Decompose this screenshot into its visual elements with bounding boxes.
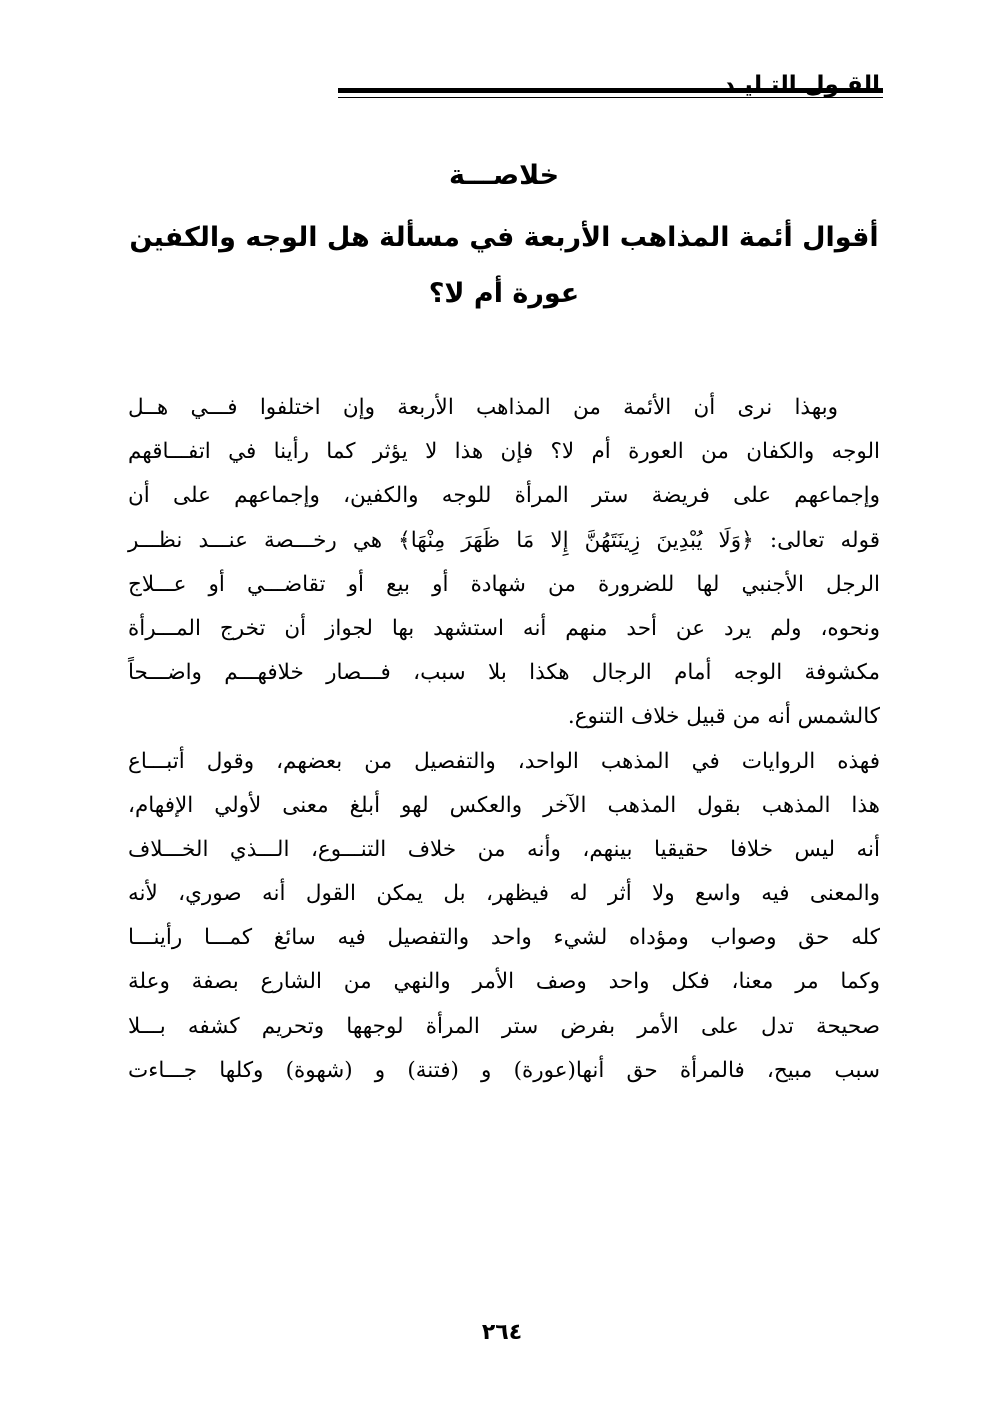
- text-line: والمعنى فيه واسع ولا أثر له فيظهر، بل يمكن القول أنه صوري، لأنه: [128, 881, 880, 907]
- text-line: سبب مبيح، فالمرأة حق أنها(عورة) و (فتنة) و (شهوة) وكلها جـــاءت: [128, 1057, 880, 1083]
- running-header: [128, 72, 880, 108]
- chapter-title-line-1: أقوال أئمة المذاهب الأربعة في مسألة هل الوجه والكفين: [129, 222, 879, 253]
- chapter-title-line-2: عورة أم لا؟: [428, 278, 580, 309]
- text-line: وكما مر معنا، فكل واحد وصف الأمر والنهي من الشارع بصفة وعلة: [128, 969, 880, 995]
- text-line: الرجل الأجنبي لها للضرورة من شهادة أو بيع أو تقاضـــي أو عـــلاج: [128, 571, 880, 597]
- body-text: [128, 386, 880, 1093]
- text-line: الوجه والكفان من العورة أم لا؟ فإن هذا لا يؤثر كما رأينا في اتفـــاقهم: [128, 439, 880, 465]
- text-line: كله حق وصواب ومؤداه لشيء واحد والتفصيل فيه سائغ كمـــا رأينـــا: [128, 925, 880, 951]
- text-line: وبهذا نرى أن الأئمة من المذاهب الأربعة وإن اختلفوا فـــي هــل: [128, 395, 838, 420]
- text-line: كالشمس أنه من قبيل خلاف التنوع.: [567, 704, 880, 730]
- text-line: صحيحة تدل على الأمر بفرض ستر المرأة لوجهها وتحريم كشفه بـــلا: [128, 1013, 880, 1039]
- text-line: هذا المذهب بقول المذهب الآخر والعكس لهو أبلغ معنى لأولي الإفهام،: [128, 792, 880, 818]
- text-line: وإجماعهم على فريضة ستر المرأة للوجه والكفين، وإجماعهم على أن: [128, 483, 880, 509]
- text-line: أنه ليس خلافا حقيقيا بينهم، وأنه من خلاف التنـــوع، الـــذي الخـــلاف: [128, 836, 880, 862]
- text-line-quran: قوله تعالى: ﴿وَلَا يُبْدِينَ زِينَتَهُنَّ إِلا مَا ظَهَرَ مِنْهَا﴾ هي رخـــصة عنـــد نظـــر: [128, 527, 880, 553]
- page-number: ٢٦٤: [481, 1320, 523, 1345]
- text-line: ونحوه، ولم يرد عن أحد منهم أنه استشهد بها لجواز أن تخرج المـــرأة: [128, 615, 880, 641]
- running-header-title: القـول التـليـد: [722, 72, 880, 98]
- text-line: فهذه الروايات في المذهب الواحد، والتفصيل من بعضهم، وقول أتبـــاع: [128, 748, 880, 774]
- section-label: خلاصـــة: [448, 160, 560, 191]
- text-line: مكشوفة الوجه أمام الرجال هكذا بلا سبب، فـــصار خلافهـــم واضـــحاً: [128, 660, 880, 686]
